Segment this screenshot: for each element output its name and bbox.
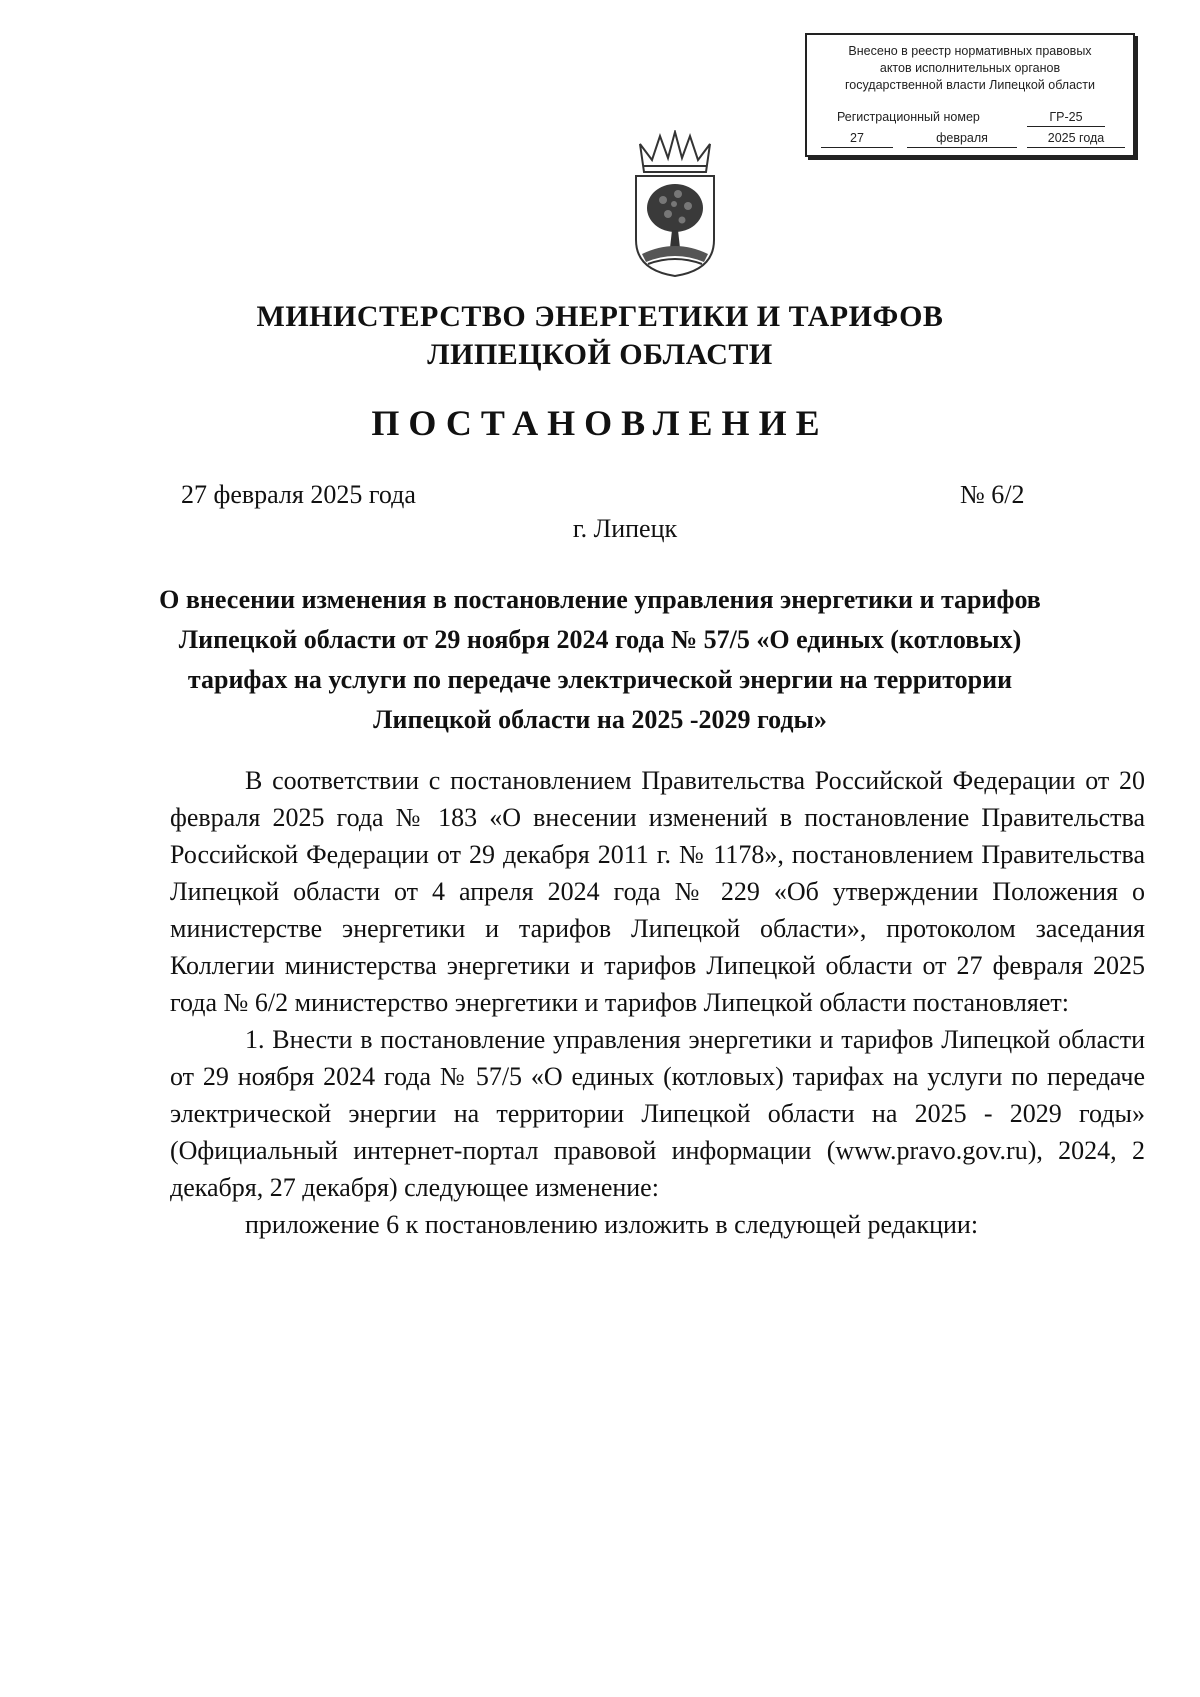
stamp-month: февраля bbox=[907, 130, 1017, 148]
stamp-reg-label: Регистрационный номер bbox=[837, 110, 980, 124]
document-number: № 6/2 bbox=[960, 480, 1025, 509]
document-date: 27 февраля 2025 года bbox=[181, 480, 416, 509]
document-title: О внесении изменения в постановление управления энергетики и тарифов Липецкой области от 29 ноября 2024 года № 57/5 «О единых (котловых) тарифах на услуги по передаче электрической энергии на территории Липецкой области на 2025 -2029 годы» bbox=[159, 585, 1041, 734]
coat-of-arms-icon bbox=[630, 130, 720, 278]
registry-stamp bbox=[805, 33, 1135, 157]
stamp-line-3: государственной власти Липецкой области bbox=[844, 78, 1096, 92]
ministry-name-line-1: МИНИСТЕРСТВО ЭНЕРГЕТИКИ И ТАРИФОВ bbox=[256, 300, 944, 333]
stamp-line-1: Внесено в реестр нормативных правовых bbox=[848, 44, 1092, 58]
paragraph-preamble: В соответствии с постановлением Правительства Российской Федерации от 20 февраля 2025 года № 183 «О внесении изменений в постановление Правительства Российской Федерации от 29 декабря 2011 г. № 1178», постановлением Правительства Липецкой области от 4 апреля 2024 года № 229 «Об утверждении Положения о министерстве энергетики и тарифов Липецкой области», протоколом заседания Коллегии министерства энергетики и тарифов Липецкой области от 27 февраля 2025 года № 6/2 министерство энергетики и тарифов Липецкой области постановляет: bbox=[170, 766, 1145, 1017]
document-type: ПОСТАНОВЛЕНИЕ bbox=[371, 403, 829, 443]
document-body bbox=[170, 762, 1145, 1243]
ministry-name-line-2: ЛИПЕЦКОЙ ОБЛАСТИ bbox=[427, 338, 773, 371]
stamp-line-2: актов исполнительных органов bbox=[879, 61, 1061, 75]
paragraph-item-1: 1. Внести в постановление управления энергетики и тарифов Липецкой области от 29 ноября 2024 года № 57/5 «О единых (котловых) тарифах на услуги по передаче электрической энергии на территории Липецкой области на 2025 - 2029 годы» (Официальный интернет-портал правовой информации (www.pravo.gov.ru), 2024, 2 декабря, 27 декабря) следующее изменение: bbox=[170, 1025, 1145, 1202]
stamp-day: 27 bbox=[821, 130, 893, 148]
paragraph-annex: приложение 6 к постановлению изложить в следующей редакции: bbox=[245, 1210, 979, 1239]
stamp-year: 2025 года bbox=[1027, 130, 1125, 148]
document-city: г. Липецк bbox=[572, 514, 678, 543]
stamp-reg-number: ГР-25 bbox=[1027, 109, 1105, 127]
